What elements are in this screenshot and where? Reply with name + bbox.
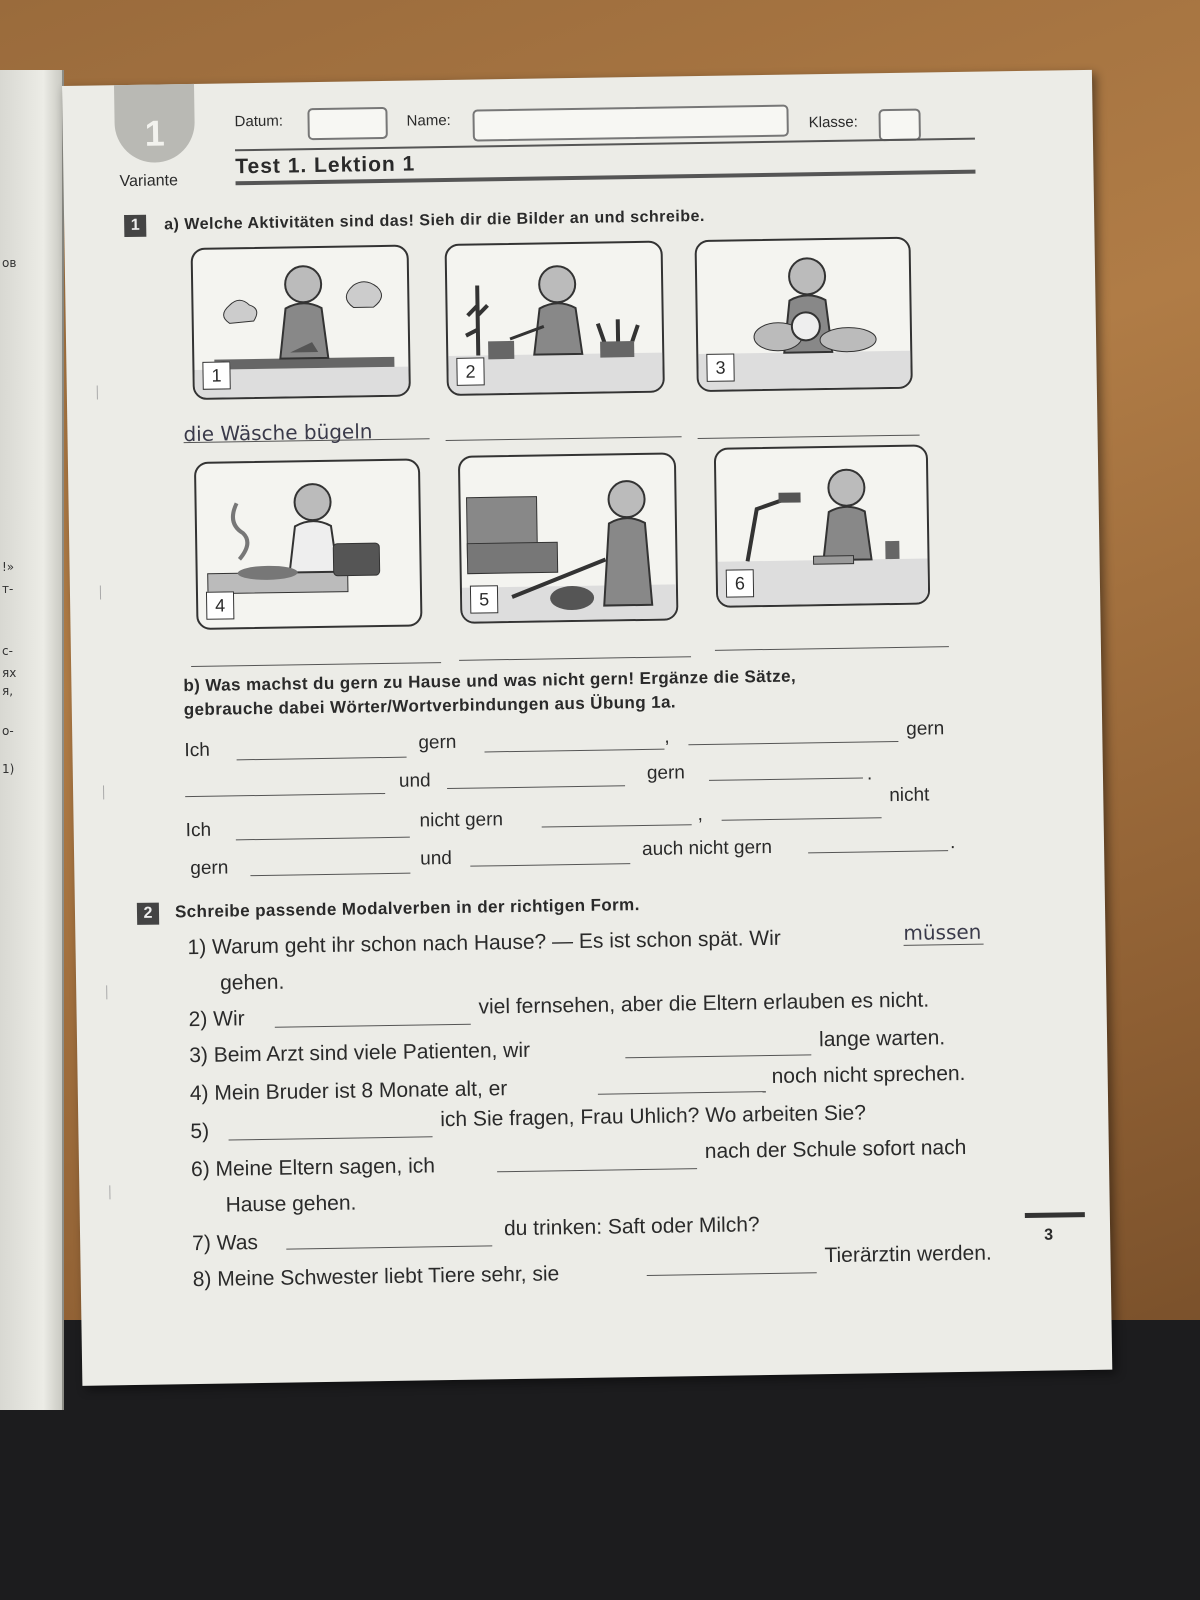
answer-5-line[interactable] — [459, 636, 691, 661]
b-blank-2[interactable] — [485, 749, 665, 753]
sentence-7-end: du trinken: Saft oder Milch? — [503, 1213, 760, 1241]
task1-instruction-a: a) Welche Aktivitäten sind das! Sieh dir die Bilder an und schreibe. — [164, 207, 706, 234]
b-blank-11[interactable] — [470, 863, 630, 867]
sentence-5-end: ich Sie fragen, Frau Uhlich? Wo arbeiten Sie? — [440, 1101, 867, 1132]
sentence-6-blank[interactable] — [497, 1168, 697, 1172]
sentence-1-continued: gehen. — [219, 970, 285, 995]
picture-number: 1 — [202, 361, 230, 389]
b-blank-5[interactable] — [447, 785, 625, 789]
b-blank-10[interactable] — [250, 873, 410, 877]
task1-instruction-b-line1: b) Was machst du gern zu Hause und was nicht gern! Ergänze die Sätze, — [183, 666, 797, 696]
left-page-edge — [0, 70, 64, 1410]
margin-mark — [97, 385, 104, 399]
sentence-8-blank[interactable] — [647, 1272, 817, 1276]
sentence-4-blank[interactable] — [598, 1091, 766, 1095]
b-blank-1[interactable] — [237, 757, 407, 761]
sentence-6-end: Hause gehen. — [225, 1191, 357, 1217]
answer-1-line[interactable]: die Wäsche bügeln — [183, 418, 429, 443]
task1-number: 1 — [124, 215, 146, 237]
task1-instruction-b-line2: gebrauche dabei Wörter/Wortverbindungen aus Übung 1a. — [183, 692, 677, 720]
page-title: Test 1. Lektion 1 — [235, 152, 416, 179]
b-word-nicht-gern: nicht gern — [419, 809, 504, 832]
picture-5-vacuuming — [458, 452, 679, 623]
variant-number: 1 — [144, 112, 166, 154]
picture-number: 5 — [470, 585, 498, 613]
answer-2-line[interactable] — [445, 416, 681, 441]
sentence-6-start: 6) Meine Eltern sagen, ich — [190, 1154, 436, 1182]
b-word-auch-nicht-gern: auch nicht gern — [641, 836, 773, 860]
left-fragment: 1) — [2, 762, 15, 776]
b-word-gern: gern — [646, 762, 686, 784]
name-field[interactable] — [472, 105, 788, 142]
sentence-7-start: 7) Was — [192, 1231, 259, 1256]
left-fragment: !» — [2, 560, 15, 574]
b-blank-3[interactable] — [688, 741, 898, 745]
picture-number: 4 — [206, 591, 234, 619]
b-word-gern: gern — [906, 718, 945, 740]
sentence-4-start: 4) Mein Bruder ist 8 Monate alt, er — [189, 1077, 508, 1106]
picture-number: 6 — [726, 569, 754, 597]
picture-number: 2 — [456, 357, 484, 385]
picture-number: 3 — [706, 353, 734, 381]
picture-2-watering-plants — [445, 241, 665, 396]
date-label: Datum: — [234, 112, 284, 131]
variant-number-tab — [114, 84, 195, 163]
picture-1-ironing — [191, 245, 411, 400]
left-fragment: т- — [2, 582, 14, 596]
picture-6-homework — [714, 444, 930, 607]
b-comma: , — [664, 726, 670, 748]
b-word-nicht: nicht — [889, 784, 930, 807]
b-blank-8[interactable] — [542, 824, 692, 827]
sentence-2-blank[interactable] — [275, 1024, 471, 1028]
b-dot: . — [949, 832, 956, 854]
b-blank-6[interactable] — [709, 778, 863, 781]
sentence-5-start: 5) — [190, 1119, 210, 1144]
b-blank-12[interactable] — [808, 850, 948, 853]
sentence-5-blank[interactable] — [229, 1136, 433, 1140]
worksheet-page — [62, 70, 1112, 1386]
sentence-2-start: 2) Wir — [188, 1007, 245, 1032]
sentence-1: 1) Warum geht ihr schon nach Hause? — Es ist schon spät. Wir — [187, 926, 781, 960]
left-fragment: я, — [2, 684, 14, 698]
sentence-3-start: 3) Beim Arzt sind viele Patienten, wir — [189, 1038, 531, 1068]
margin-mark — [100, 585, 107, 599]
picture-4-cooking — [194, 458, 423, 630]
left-fragment: ов — [2, 256, 17, 270]
page-number: 3 — [1044, 1226, 1054, 1244]
sentence-3-end: lange warten. — [818, 1026, 946, 1052]
b-blank-7[interactable] — [236, 837, 410, 841]
header-rule — [235, 138, 975, 152]
sentence-3-blank[interactable] — [625, 1054, 811, 1058]
margin-mark — [106, 985, 113, 999]
b-word-und: und — [420, 847, 453, 870]
b-word-gern: gern — [190, 857, 229, 880]
b-comma: , — [697, 804, 703, 826]
left-fragment: о- — [2, 724, 14, 738]
b-word-gern: gern — [418, 731, 457, 754]
answer-6-line[interactable] — [715, 626, 949, 651]
class-label: Klasse: — [808, 113, 859, 132]
sentence-7-blank[interactable] — [286, 1245, 492, 1249]
sentence-1-answer[interactable]: müssen — [903, 920, 983, 946]
answer-3-line[interactable] — [697, 415, 919, 439]
left-fragment: с- — [2, 644, 13, 658]
task2-instruction: Schreibe passende Modalverben in der richtigen Form. — [174, 895, 640, 922]
b-word-ich: Ich — [185, 819, 212, 842]
margin-mark — [103, 785, 110, 799]
left-fragment: ях — [2, 666, 17, 680]
sentence-8-start: 8) Meine Schwester liebt Tiere sehr, sie — [192, 1262, 560, 1292]
variant-label: Variante — [119, 172, 179, 191]
sentence-8-end: Tierärztin werden. — [824, 1241, 992, 1268]
b-word-ich: Ich — [184, 739, 210, 762]
name-label: Name: — [406, 111, 451, 130]
page-number-bar — [1025, 1212, 1085, 1218]
sentence-2-end: viel fernsehen, aber die Eltern erlauben es nicht. — [478, 988, 930, 1019]
date-field[interactable] — [307, 107, 387, 140]
b-blank-4[interactable] — [185, 793, 385, 797]
b-dot: . — [866, 763, 873, 785]
sentence-4-end: noch nicht sprechen. — [771, 1061, 966, 1088]
task2-number: 2 — [137, 903, 159, 925]
b-blank-9[interactable] — [722, 817, 882, 821]
answer-4-line[interactable] — [191, 642, 441, 667]
picture-3-washing-dishes — [694, 237, 912, 392]
sentence-6-middle: nach der Schule sofort nach — [704, 1135, 967, 1164]
b-word-und: und — [398, 770, 431, 792]
class-field[interactable] — [878, 109, 920, 142]
margin-mark — [109, 1185, 116, 1199]
